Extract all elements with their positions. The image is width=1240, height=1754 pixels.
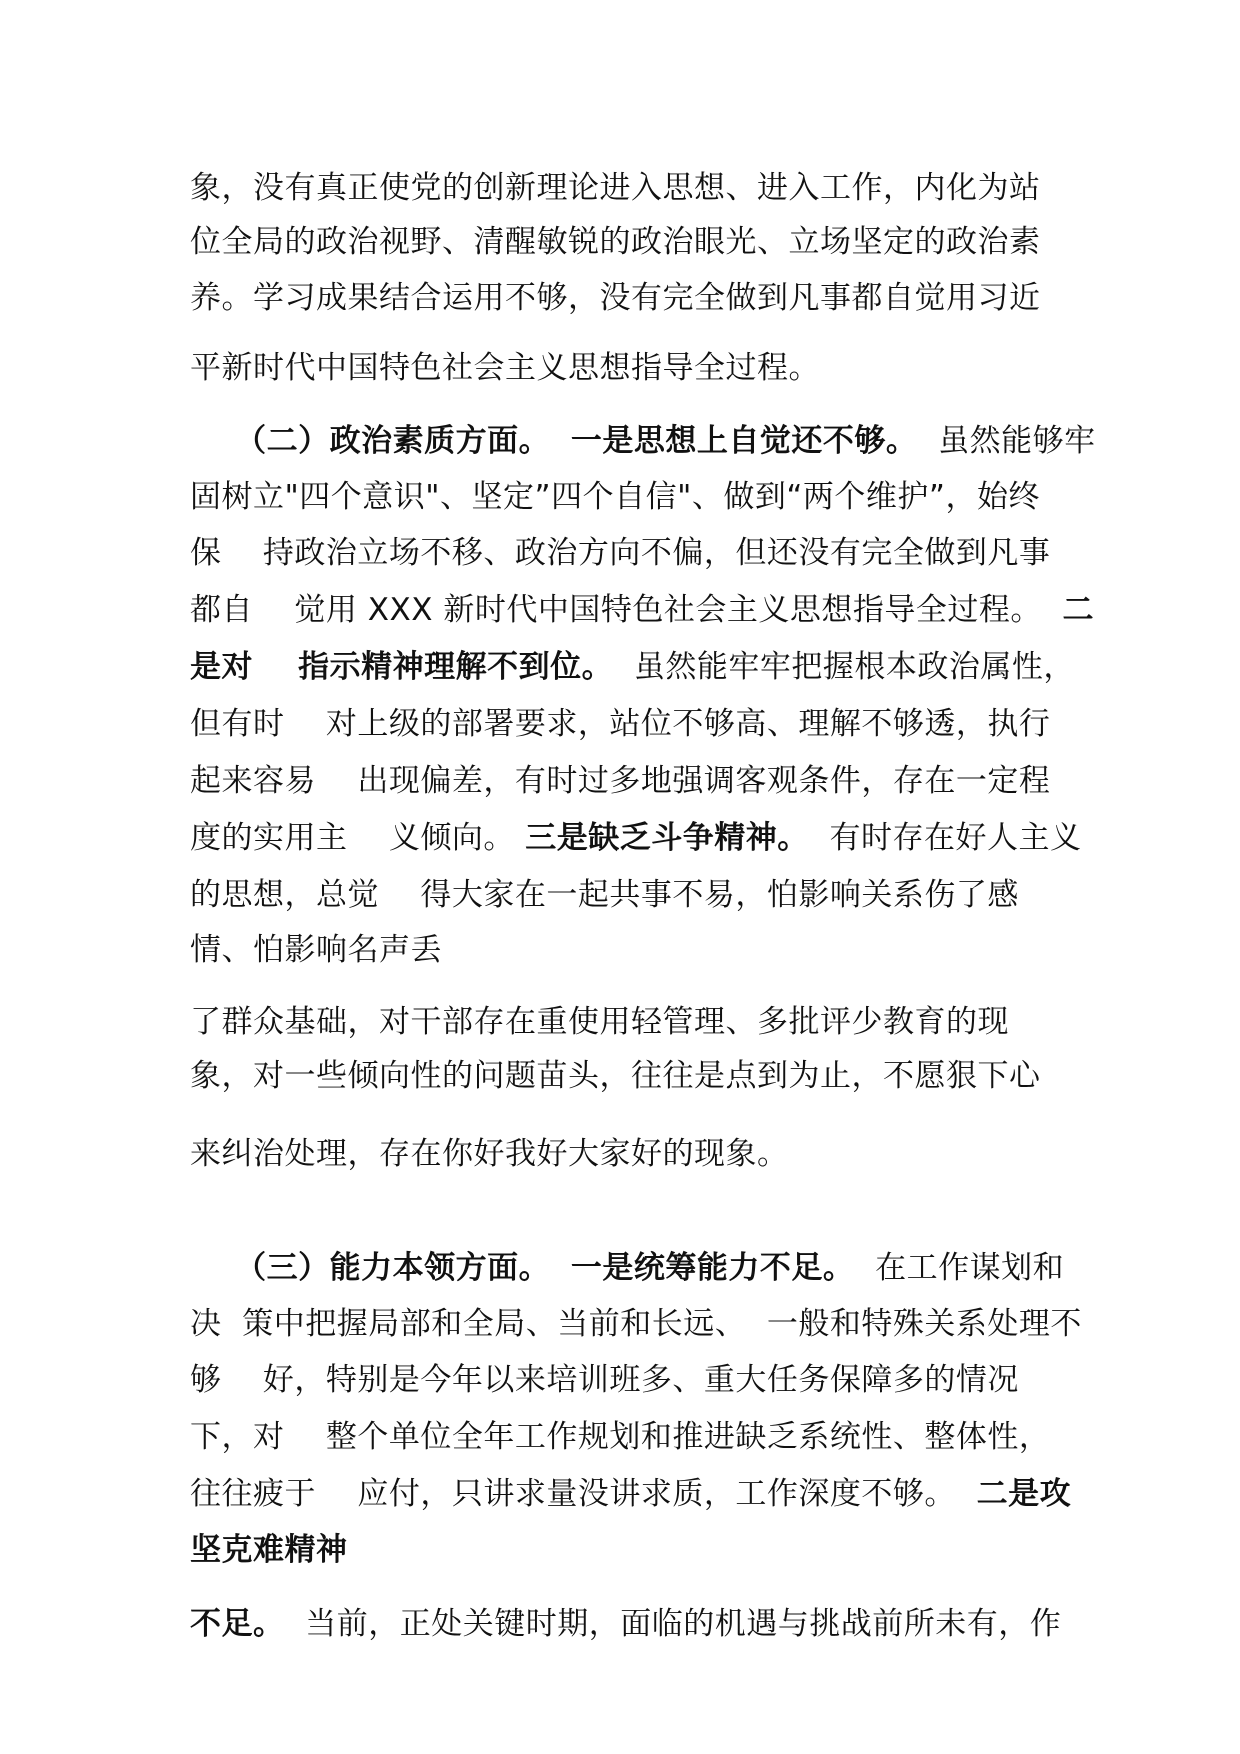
bold-text-run: （三）能力本领方面。 bbox=[190, 1250, 551, 1286]
bold-text-run: 三是缺乏斗争精神。 bbox=[525, 820, 809, 856]
text-line bbox=[190, 704, 1050, 744]
text-line bbox=[190, 930, 442, 970]
text-run: 决 策中把握局部和全局、当前和长远、 一般和特殊关系处理不 bbox=[190, 1306, 1082, 1342]
text-run: 来纠治处理，存在你好我好大家好的现象。 bbox=[190, 1136, 789, 1172]
bold-text-run: 是对 指示精神理解不到位。 bbox=[190, 649, 614, 685]
text-run: 象，对一些倾向性的问题苗头，往往是点到为止，不愿狠下心 bbox=[190, 1058, 1041, 1094]
text-line bbox=[190, 1002, 1009, 1042]
bold-text-run: 一是思想上自觉还不够。 bbox=[570, 423, 918, 459]
text-run: 保 持政治立场不移、政治方向不偏，但还没有完全做到凡事 bbox=[190, 535, 1051, 571]
text-run: 但有时 对上级的部署要求，站位不够高、理解不够透，执行 bbox=[190, 706, 1051, 742]
text-run: 度的实用主 义倾向。 bbox=[190, 820, 526, 856]
bold-text-run: 不足。 bbox=[190, 1606, 285, 1642]
text-line bbox=[190, 875, 1019, 915]
text-run: 往往疲于 应付，只讲求量没讲求质，工作深度不够。 bbox=[190, 1476, 977, 1512]
bold-text-run: 二是攻 bbox=[976, 1476, 1072, 1512]
text-line bbox=[190, 1134, 789, 1174]
text-line bbox=[190, 1056, 1041, 1096]
text-line bbox=[190, 348, 820, 388]
text-run: 养。学习成果结合运用不够，没有完全做到凡事都自觉用习近 bbox=[190, 280, 1041, 316]
bold-text-run: （二）政治素质方面。 bbox=[190, 423, 551, 459]
text-run: 起来容易 出现偏差，有时过多地强调客观条件，存在一定程 bbox=[190, 763, 1051, 799]
text-line bbox=[190, 818, 1082, 858]
bold-text-run: 一是统筹能力不足。 bbox=[570, 1250, 855, 1286]
text-run: 当前，正处关键时期，面临的机遇与挑战前所未有，作 bbox=[284, 1606, 1062, 1642]
text-line bbox=[190, 761, 1050, 801]
text-line bbox=[190, 533, 1050, 573]
text-line bbox=[190, 222, 1041, 262]
text-run: 象，没有真正使党的创新理论进入思想、进入工作，内化为站 bbox=[190, 170, 1041, 206]
text-line bbox=[190, 1530, 348, 1570]
text-run: 在工作谋划和 bbox=[854, 1250, 1065, 1286]
text-run: 够 好，特别是今年以来培训班多、重大任务保障多的情况 bbox=[190, 1362, 1019, 1398]
text-run: 虽然能牢牢把握根本政治属性， bbox=[613, 649, 1075, 685]
text-run bbox=[550, 1250, 571, 1286]
text-line bbox=[190, 1360, 1019, 1400]
text-run: 下，对 整个单位全年工作规划和推进缺乏系统性、整体性， bbox=[190, 1419, 1051, 1455]
text-run: 平新时代中国特色社会主义思想指导全过程。 bbox=[190, 350, 820, 386]
text-run: 固树立"四个意识"、坚定”四个自信"、做到“两个维护”，始终 bbox=[190, 479, 1040, 515]
text-line bbox=[190, 647, 1075, 687]
bold-text-run: 坚克难精神 bbox=[190, 1532, 348, 1568]
section-heading-line bbox=[190, 421, 1096, 461]
text-line bbox=[190, 1304, 1082, 1344]
text-line bbox=[190, 1474, 1071, 1514]
text-run bbox=[550, 423, 571, 459]
text-run: 位全局的政治视野、清醒敏锐的政治眼光、立场坚定的政治素 bbox=[190, 224, 1041, 260]
text-line bbox=[190, 278, 1041, 318]
bold-text-run: 二 bbox=[1062, 592, 1095, 628]
text-run: 了群众基础，对干部存在重使用轻管理、多批评少教育的现 bbox=[190, 1004, 1009, 1040]
text-run: 情、怕影响名声丢 bbox=[190, 932, 442, 968]
text-run: 都自 觉用 XXX 新时代中国特色社会主义思想指导全过程。 bbox=[190, 592, 1063, 628]
text-line bbox=[190, 477, 1040, 517]
section-heading-line bbox=[190, 1248, 1064, 1288]
text-line bbox=[190, 1604, 1061, 1644]
text-line bbox=[190, 1417, 1050, 1457]
text-line bbox=[190, 168, 1041, 208]
text-run: 虽然能够牢 bbox=[917, 423, 1096, 459]
text-line bbox=[190, 590, 1094, 630]
text-run: 有时存在好人主义 bbox=[808, 820, 1082, 856]
text-run: 的思想，总觉 得大家在一起共事不易，怕影响关系伤了感 bbox=[190, 877, 1019, 913]
